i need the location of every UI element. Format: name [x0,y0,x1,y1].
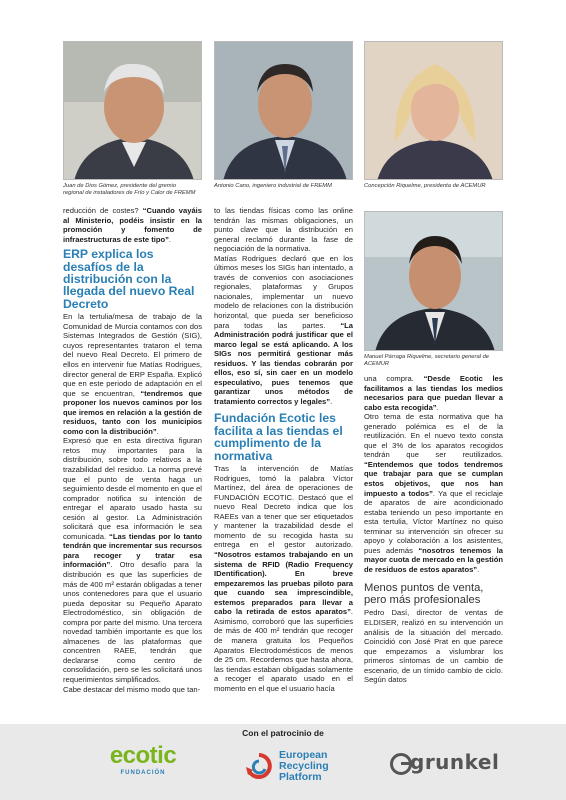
caption-line: Concepción Riquelme, presidenta de ACEMUR [364,183,486,189]
ecotic-text: ecotic [109,742,177,769]
quote: “Nosotros estamos trabajando en un sistema de RFID (Radio Frequency IDentification). En breve empezaremos las pruebas piloto para que cuando sea imprescindible, estemos preparados para llevar a cabo la retirada de estos aparatos” [214,550,353,617]
text: Expresó que en esta directiva figuran retos muy importantes para la distribución, sobre todo relativos a la trazabilidad del residuo. La norma prevé que el punto de venta haga un seguimiento desde el momento en que el comprador notifica su intención de entregar el aparato usado hasta su cesión al gestor. La Administración solicitará que esa información le sea comunicada. [63,436,202,541]
caption-line: regional de instaladores de Frío y Calor de FREMM [63,190,196,196]
caption-line: ACEMUR [364,361,390,367]
quote: “Desde Ecotic les facilitamos a las tiendas los medios necesarios para que puedan llevar a cabo esta recogida” [364,374,504,412]
quote: “La Administración podrá justificar que el marco legal se está aplicando. A los SIGs nos permitirá gestionar más residuos. Y las tiendas cobrarán por ellos, eso sí, sin caer en un modelo especulativo, pues tenemos que garantizar unos métodos de tratamiento correctos y legales” [214,320,353,406]
portrait-image [215,42,353,180]
text: . [168,234,172,244]
paragraph [364,374,503,412]
text: Tras la intervención de Matías Rodrigues, tomó la palabra Víctor Martínez, del área de operaciones de FUNDACIÓN ECOTIC. Destacó que el nuevo Real Decreto indica que los RAEEs van a tener que ser etiquetados y mantener la trazabilidad desde el momento de su recogida hasta su entrega en el gestor autorizado. [214,464,353,550]
paragraph: Pedro Dasí, director de ventas de ELDISER, realizó en su intervención un análisis de la situación del mercado. Coincidió con José Prat en que parece que empezamos a vislumbrar los primeros síntomas de un cambio de escenario, de un tímido cambio de ciclo. Según datos [364,608,503,685]
text: . [330,396,333,406]
quote: “Cuando vayáis al Ministerio, podéis insistir en la promoción y fomento de infraestructuras de este tipo” [63,206,202,244]
photo-manuel-parraga [364,211,503,351]
paragraph [214,464,353,693]
ecotic-wordmark [98,742,188,770]
text: . Asimismo, corroboró que las superficies de más de 400 m² tendrán que recoger de manera gratuita los Pequeños Aparatos Electrodomésticos de menos de 25 cm. Recordemos que hasta ahora, las tiendas estaban obligadas solamente a recoger el aparato usado en el momento en el que el usuario hacía [214,607,353,693]
erp-line: Platform [279,771,322,783]
photo-concepcion-riquelme [364,41,503,180]
photo-juan-de-dios-gomez [63,41,202,180]
grunkel-logo [390,750,500,780]
quote: “Las tiendas por lo tanto tendrán que incrementar sus recursos para recoger y tratar esa información” [63,531,202,570]
paragraph [214,254,353,407]
article-column-2 [214,206,353,693]
paragraph [63,312,202,436]
photo-antonio-cano [214,41,353,180]
erp-line: Recycling [279,760,329,772]
text: reducción de costes? [63,206,143,215]
quote: “nosotros tenemos la mayor cuota de mercado en la gestión de residuos de estos aparatos” [364,545,504,574]
paragraph [364,412,503,574]
text: . [436,402,439,412]
text: . [477,564,480,574]
section-heading: Menos puntos de venta, pero más profesionales [364,582,484,607]
paragraph: to las tiendas físicas como las online tendrán las mismas obligaciones, un punto clave que la distribución en general reclamó durante la fase de negociación de la normativa. [214,206,353,254]
erp-logo [245,744,375,790]
quote: “tendremos que proponer los nuevos caminos por los que iremos en relación a la gestión de residuos, tanto con los municipios como con la distribución” [63,388,202,436]
text: . Otro desafío para la distribución es que las superficies de más de 400 m² estarán obligadas a tener unos contenedores para que el usuario pueda depositar su Pequeño Aparato Electrodoméstico, sin obligación de compra por parte del mismo. Una tercera novedad también importante es que los almacenes de las plataformas que concentren RAEE, tendrán que declararse como centro de consolidación, pero se les solicitará unos requerimientos simplificados. [63,560,202,684]
article-column-1 [63,206,202,694]
portrait-image [365,212,503,351]
text: Otro tema de esta normativa que ha generado polémica es el de la reutilización. En el nuevo texto consta que el 3% de los aparatos recogidos tendrán que ser reutilizados. [364,412,503,460]
photo-caption [364,183,514,190]
caption-line: Juan de Dios Gómez, presidente del gremio [63,183,177,189]
portrait-image [365,42,503,180]
erp-line: European [279,749,328,761]
text: Matías Rodrigues declaró que en los últimos meses los SIGs han intentado, a través de convenios con asociaciones regionales, plataformas y Grupos nacionales, implementar un nuevo modelo de relaciones con la distribución horizontal, que pueda ser beneficioso para todas las partes. [214,253,353,330]
caption-line: Manuel Párraga Riquelme, secretario general de [364,354,490,360]
sponsor-footer [0,724,566,800]
article-column-3 [364,374,503,685]
erp-wordmark [279,750,329,783]
grunkel-g-icon [390,753,412,775]
sponsor-title: Con el patrocinio de [242,728,324,738]
text: En la tertulia/mesa de trabajo de la Comunidad de Murcia contamos con dos Sistemas Integrados de Gestión (SIG), cuyos representantes trataron el tema del nuevo Real Decreto. El primero de ellos en intervenir fue Matías Rodrigues, director general de ERP España. Explicó que en este periodo de adaptación en el que se encuentran, [63,312,202,398]
text: . Ya que el reciclaje de aparatos de aire acondicionado estaba teniendo un peso importante en esta tertulia, Víctor Martínez no quiso terminar su intervención sin ofrecer su apoyo y colaboración a los asistentes, pues además [364,488,503,555]
photo-caption [214,183,364,190]
section-heading: ERP explica los desafíos de la distribución con la llegada del nuevo Real Decreto [63,247,195,311]
portrait-image [64,42,202,180]
caption-line: Antonio Cano, ingeniero industrial de FREMM [214,183,332,189]
ecotic-subtitle: FUNDACIÓN [120,770,166,776]
paragraph [63,206,202,244]
paragraph [63,436,202,684]
text: . [156,426,159,436]
ecotic-logo [98,742,188,788]
section-heading: Fundación Ecotic les facilita a las tiendas el cumplimento de la normativa [214,411,343,463]
photo-caption [364,354,514,368]
quote: “Entendemos que todos tendremos que trabajar para que se cumplan estos objetivos, que nos han impuesto a todos” [364,459,503,498]
paragraph: Cabe destacar del mismo modo que tan- [63,684,201,694]
text: una compra. [364,374,424,383]
grunkel-wordmark: grunkel [410,750,500,774]
photo-caption [63,183,213,197]
erp-recycle-icon [245,752,273,782]
